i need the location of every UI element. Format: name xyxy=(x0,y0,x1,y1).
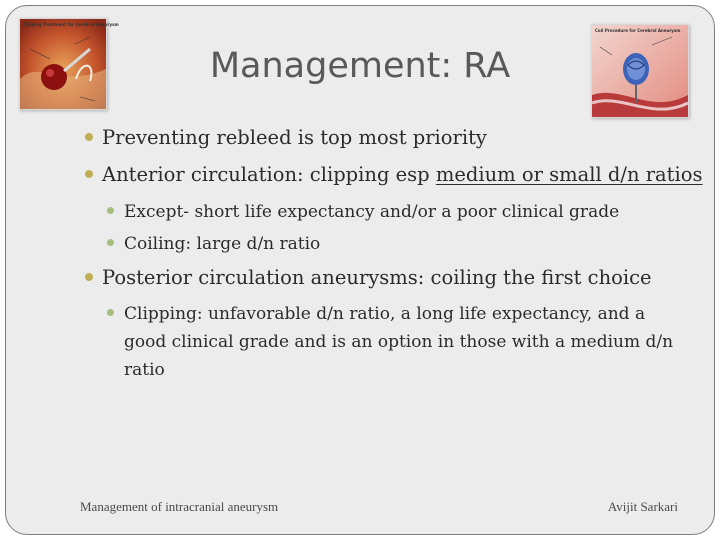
bullet-dot xyxy=(85,273,93,281)
bullet-dot xyxy=(85,170,93,178)
sub-bullet-clipping: Clipping: unfavorable d/n ratio, a long life expectancy, and a good clinical grade and is an option in those with a medium d/n ratio xyxy=(124,304,674,380)
anterior-underlined-text: medium or small d/n ratios xyxy=(435,163,703,186)
slide-title: Management: RA xyxy=(209,46,511,86)
bullet-rebleed: Preventing rebleed is top most priority xyxy=(102,126,487,149)
right-thumbnail-caption: Coil Procedure for Cerebral Aneurysm xyxy=(595,28,681,33)
bullet-anterior xyxy=(102,161,703,188)
sub-bullet-dot xyxy=(107,309,114,316)
sub-bullet-dot xyxy=(107,239,114,246)
sub-bullet-dot xyxy=(107,207,114,214)
sub-bullet-coiling: Coiling: large d/n ratio xyxy=(124,234,321,254)
left-thumbnail-caption: Clipping Treatment for Cerebral Aneurysm xyxy=(23,22,119,27)
bullet-posterior: Posterior circulation aneurysms: coiling the first choice xyxy=(102,266,652,289)
slide-content xyxy=(6,6,714,534)
bullet-dot xyxy=(85,133,93,141)
footer-left: Management of intracranial aneurysm xyxy=(80,499,279,514)
sub-bullet-except: Except- short life expectancy and/or a poor clinical grade xyxy=(124,202,620,222)
anterior-text: Anterior circulation: clipping esp xyxy=(102,163,436,186)
footer-right: Avijit Sarkari xyxy=(607,499,678,514)
slide xyxy=(5,5,715,535)
